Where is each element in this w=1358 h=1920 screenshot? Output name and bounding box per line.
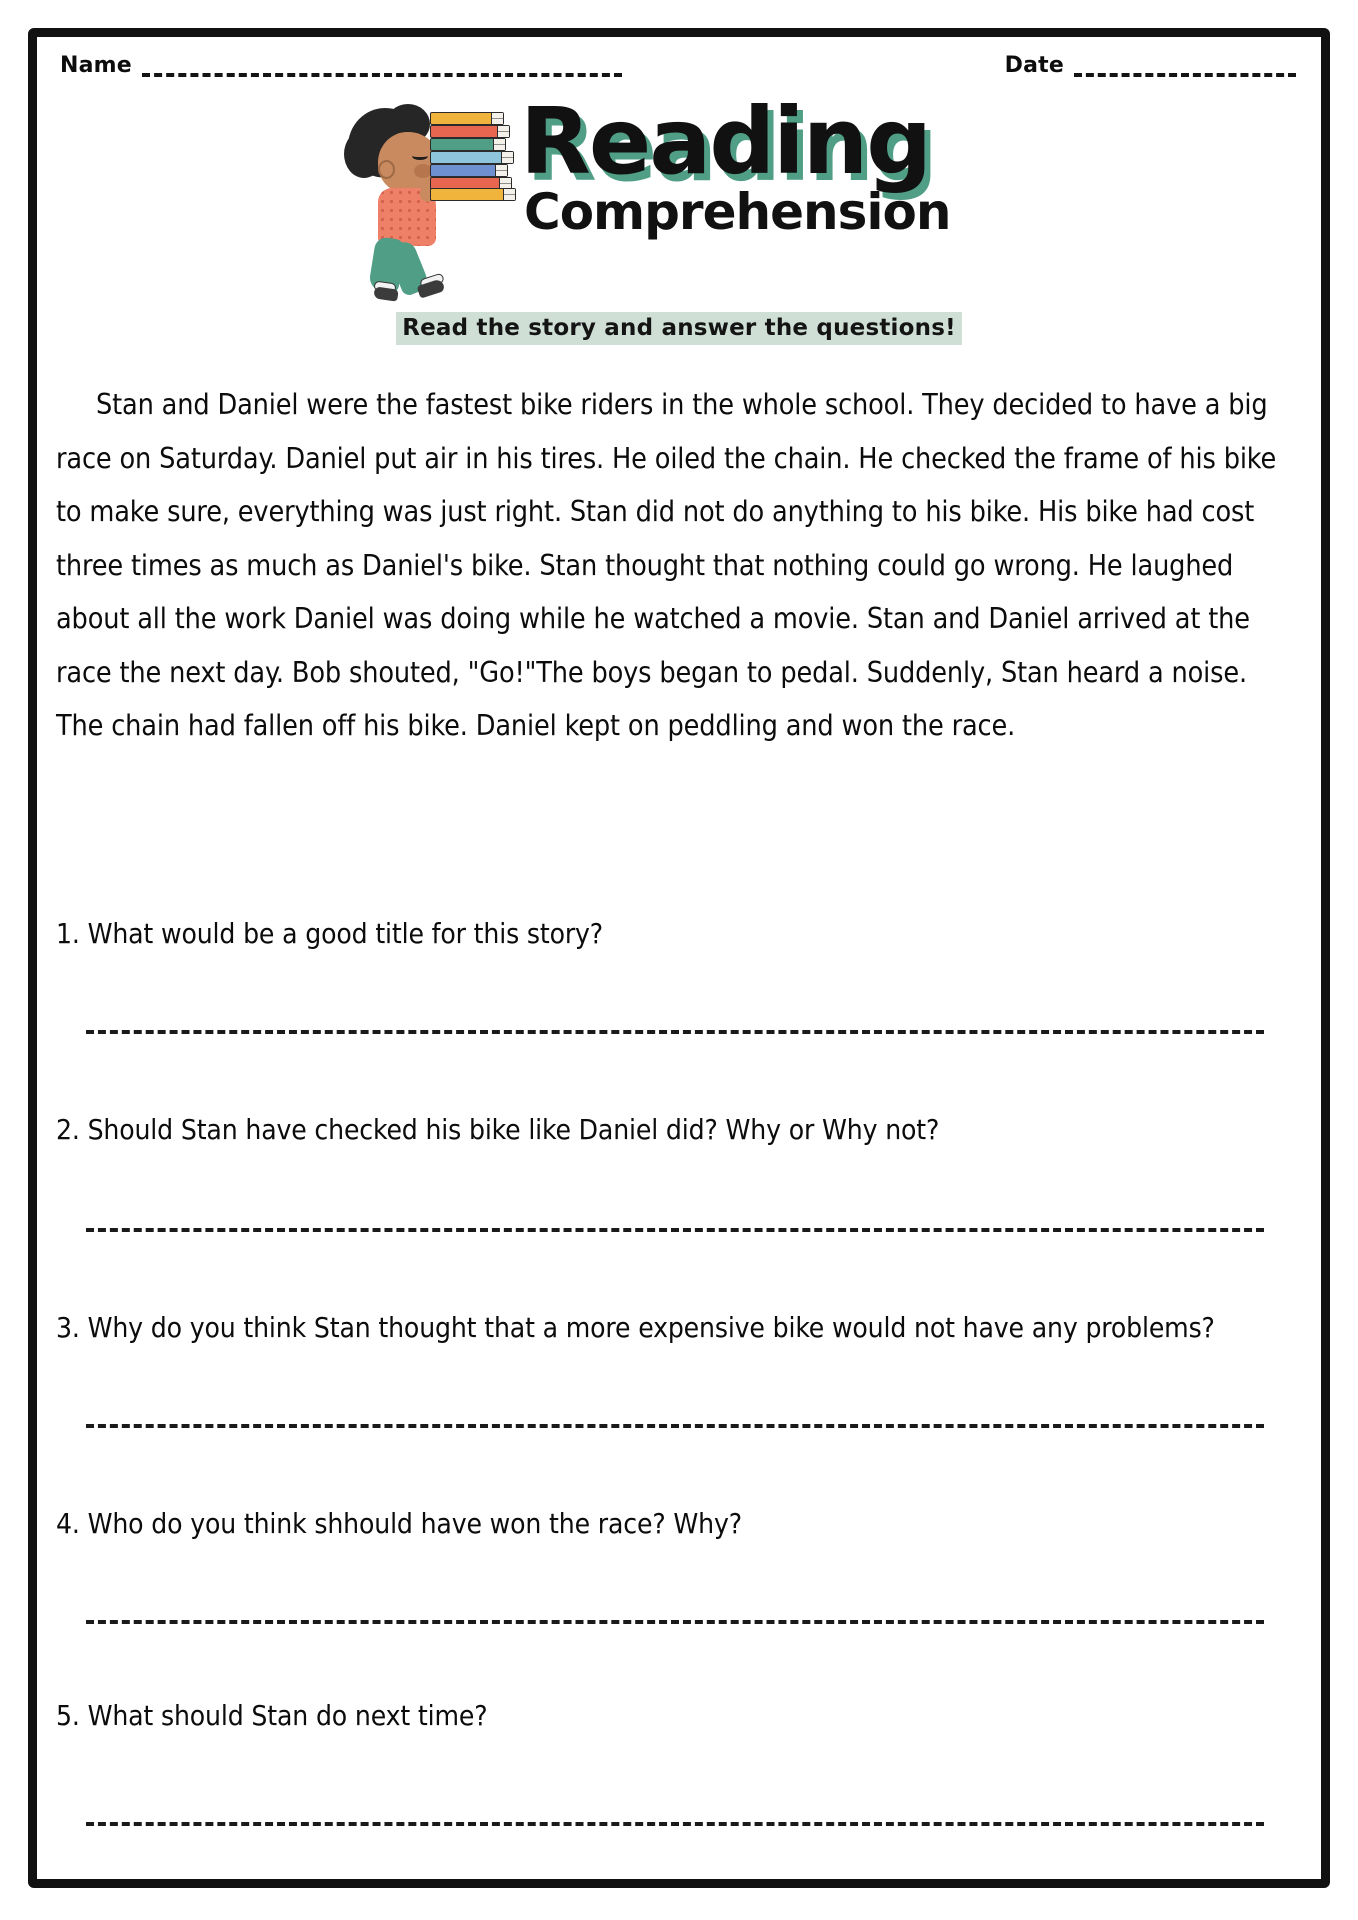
date-input-line[interactable] — [1074, 56, 1296, 80]
name-label: Name — [60, 53, 132, 78]
instruction-banner-wrap — [0, 312, 1358, 345]
answer-line-4[interactable] — [86, 1620, 1264, 1624]
question-text: 1. What would be a good title for this story? — [56, 917, 604, 950]
answer-line-1[interactable] — [86, 1030, 1264, 1034]
date-field-group — [1005, 52, 1296, 80]
title-block — [516, 88, 1016, 241]
question-text: 2. Should Stan have checked his bike like Daniel did? Why or Why not? — [56, 1113, 940, 1146]
question-item-4 — [56, 1506, 1304, 1542]
worksheet-subtitle: Comprehension — [524, 182, 951, 241]
question-item-2 — [56, 1112, 1304, 1148]
instruction-banner: Read the story and answer the questions! — [396, 312, 962, 345]
answer-line-2[interactable] — [86, 1228, 1264, 1232]
question-text: 5. What should Stan do next time? — [56, 1699, 488, 1732]
worksheet-title: Reading — [520, 88, 931, 195]
boy-carrying-books-icon — [342, 102, 522, 302]
question-item-1 — [56, 916, 1304, 952]
answer-line-3[interactable] — [86, 1424, 1264, 1428]
answer-line-5[interactable] — [86, 1822, 1264, 1826]
question-text: 4. Who do you think shhould have won the race? Why? — [56, 1507, 742, 1540]
name-input-line[interactable] — [142, 56, 622, 80]
story-passage: Stan and Daniel were the fastest bike riders in the whole school. They decided to have a big race on Saturday. Daniel put air in his tires. He oiled the chain. He checked the frame of his bike to make sure, everything was just right. Stan did not do anything to his bike. His bike had cost three times as much as Daniel's bike. Stan thought that nothing could go wrong. He laughed about all the work Daniel was doing while he watched a movie. Stan and Daniel arrived at the race the next day. Bob shouted, "Go!"The boys began to pedal. Suddenly, Stan heard a noise. The chain had fallen off his bike. Daniel kept on peddling and won the race. — [56, 388, 1277, 742]
date-label: Date — [1004, 53, 1064, 78]
question-item-3 — [56, 1310, 1304, 1346]
question-item-5 — [56, 1698, 1304, 1734]
worksheet-header — [0, 88, 1358, 358]
name-field-group — [60, 52, 622, 80]
logo-group — [342, 88, 1016, 302]
book-stack-icon — [430, 112, 516, 196]
question-text: 3. Why do you think Stan thought that a more expensive bike would not have any problems? — [56, 1311, 1215, 1344]
